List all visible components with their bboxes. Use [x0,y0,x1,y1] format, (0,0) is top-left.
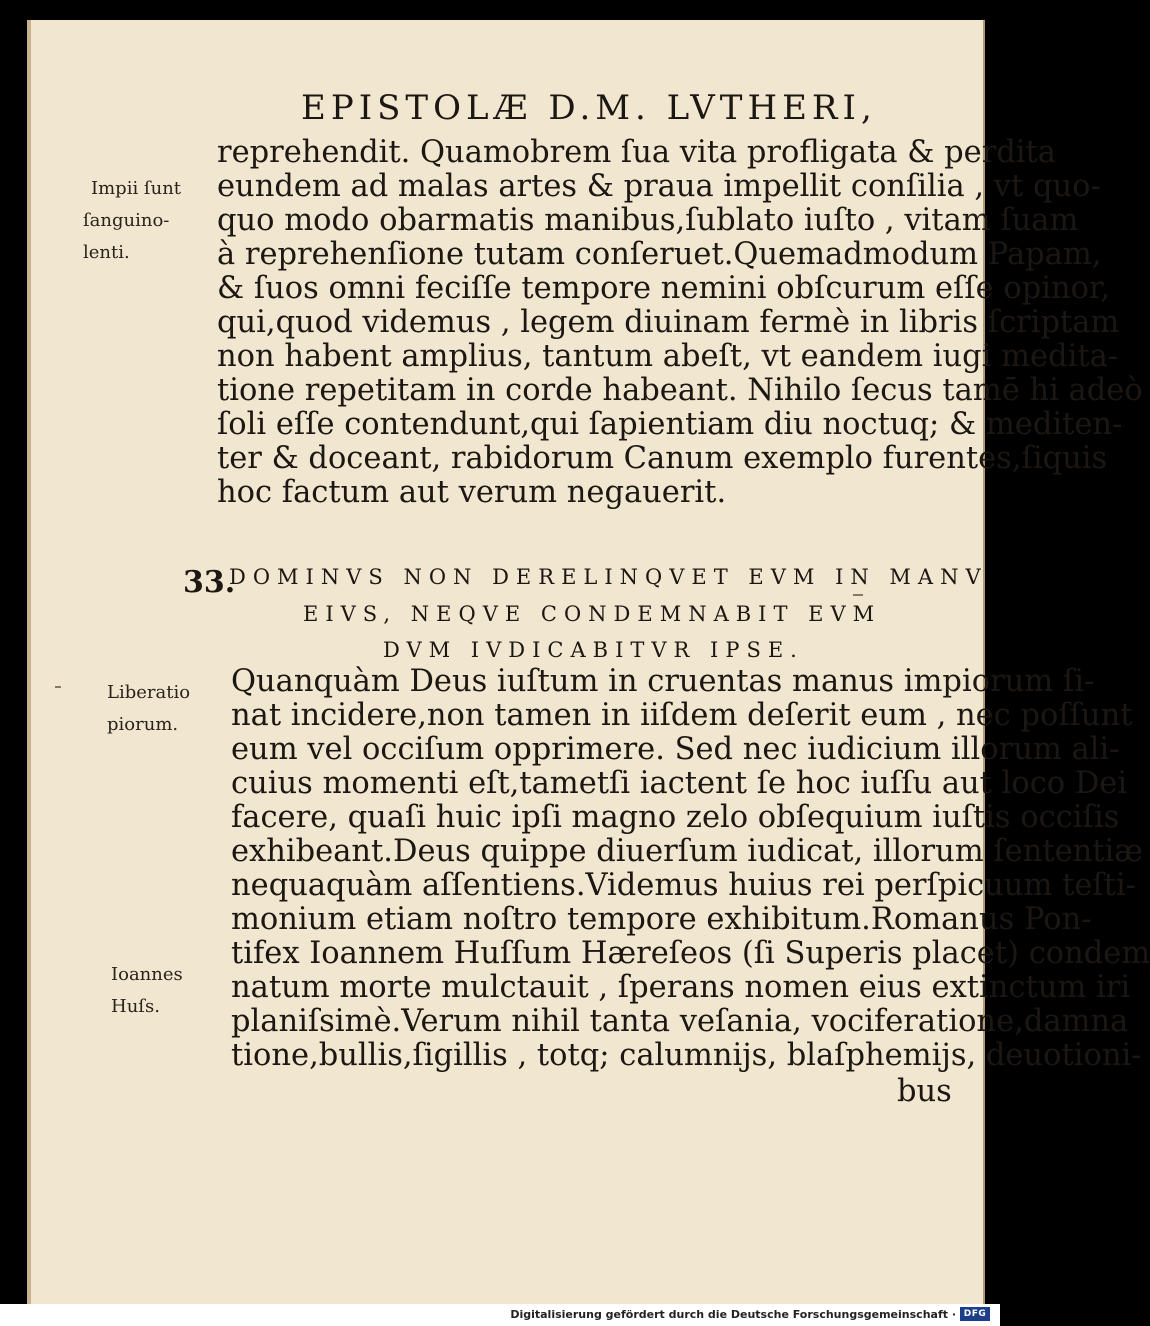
marginal-note-line: ſanguino- [83,210,170,231]
paper-speck [853,594,863,596]
text-line: nat incidere,non tamen in iiſdem deſerit eum , nec poſſunt [231,698,1133,733]
catchword: bus [897,1074,952,1109]
text-line: tifex Ioannem Huſſum Hæreſeos (ſi Superis placet) condem [231,936,1150,971]
text-line: tione,bullis,ſigillis , totq; calumnijs, blaſphemijs, deuotioni- [231,1038,1142,1073]
dfg-logo-icon: DFG [960,1307,990,1321]
funding-text: Digitalisierung gefördert durch die Deutsche Forschungsgemeinschaft · [510,1308,956,1321]
book-page [27,20,1150,1304]
marginal-note-line: Huſs. [111,996,160,1017]
marginal-note-line: piorum. [107,714,179,735]
text-line: non habent amplius, tantum abeſt, vt eandem iugi medita- [217,339,1119,374]
text-line: cuius momenti eſt,tametſi iactent ſe hoc iuſſu aut loco Dei [231,766,1128,801]
text-line: tione repetitam in corde habeant. Nihilo ſecus tamē hi adeò [217,373,1143,408]
text-line: quo modo obarmatis manibus,ſublato iuſto , vitam ſuam [217,203,1079,238]
text-line: monium etiam noſtro tempore exhibitum.Romanus Pon- [231,902,1092,937]
verse-number: 33. [183,565,236,600]
text-line: planiſsimè.Verum nihil tanta veſania, vociferatione,damna [231,1004,1129,1039]
text-line: ſoli eſſe contendunt,qui ſapientiam diu noctuq; & mediten- [217,407,1123,442]
text-line: reprehendit. Quamobrem ſua vita profligata & perdita [217,135,1056,170]
marginal-note-line: Liberatio [107,682,191,703]
verse-heading-line: EIVS, NEQVE CONDEMNABIT EVM [303,602,882,626]
text-line: natum morte mulctauit , ſperans nomen eius extinctum iri [231,970,1131,1005]
text-line: exhibeant.Deus quippe diuerſum iudicat, illorum ſententiæ [231,834,1143,869]
text-line: Quanquàm Deus iuſtum in cruentas manus impiorum ſi- [231,664,1095,699]
text-line: eum vel occiſum opprimere. Sed nec iudicium illorum ali- [231,732,1120,767]
text-line: hoc factum aut verum negauerit. [217,475,727,510]
text-line: facere, quaſi huic ipſi magno zelo obſequium iuſtis occiſis [231,800,1120,835]
text-line: à reprehenſione tutam conſeruet.Quemadmodum Papam, [217,237,1102,272]
verse-heading-line: DVM IVDICABITVR IPSE. [383,638,804,662]
running-head: EPISTOLÆ D.M. LVTHERI, [301,88,877,128]
marginal-note-line: lenti. [83,242,130,263]
text-line: ter & doceant, rabidorum Canum exemplo furentes,ſiquis [217,441,1108,476]
text-line: eundem ad malas artes & praua impellit conſilia , vt quo- [217,169,1101,204]
funding-footer [0,1304,1000,1326]
text-line: nequaquàm aſſentiens.Videmus huius rei perſpicuum teſti- [231,868,1136,903]
text-line: & ſuos omni feciſſe tempore nemini obſcurum eſſe opinor, [217,271,1110,306]
marginal-note-line: Ioannes [111,964,183,985]
paper-speck [55,686,61,688]
verse-heading-line: DOMINVS NON DERELINQVET EVM IN MANV [229,565,988,589]
text-line: qui,quod videmus , legem diuinam fermè in libris ſcriptam [217,305,1120,340]
marginal-note-line: Impii ſunt [91,178,182,199]
